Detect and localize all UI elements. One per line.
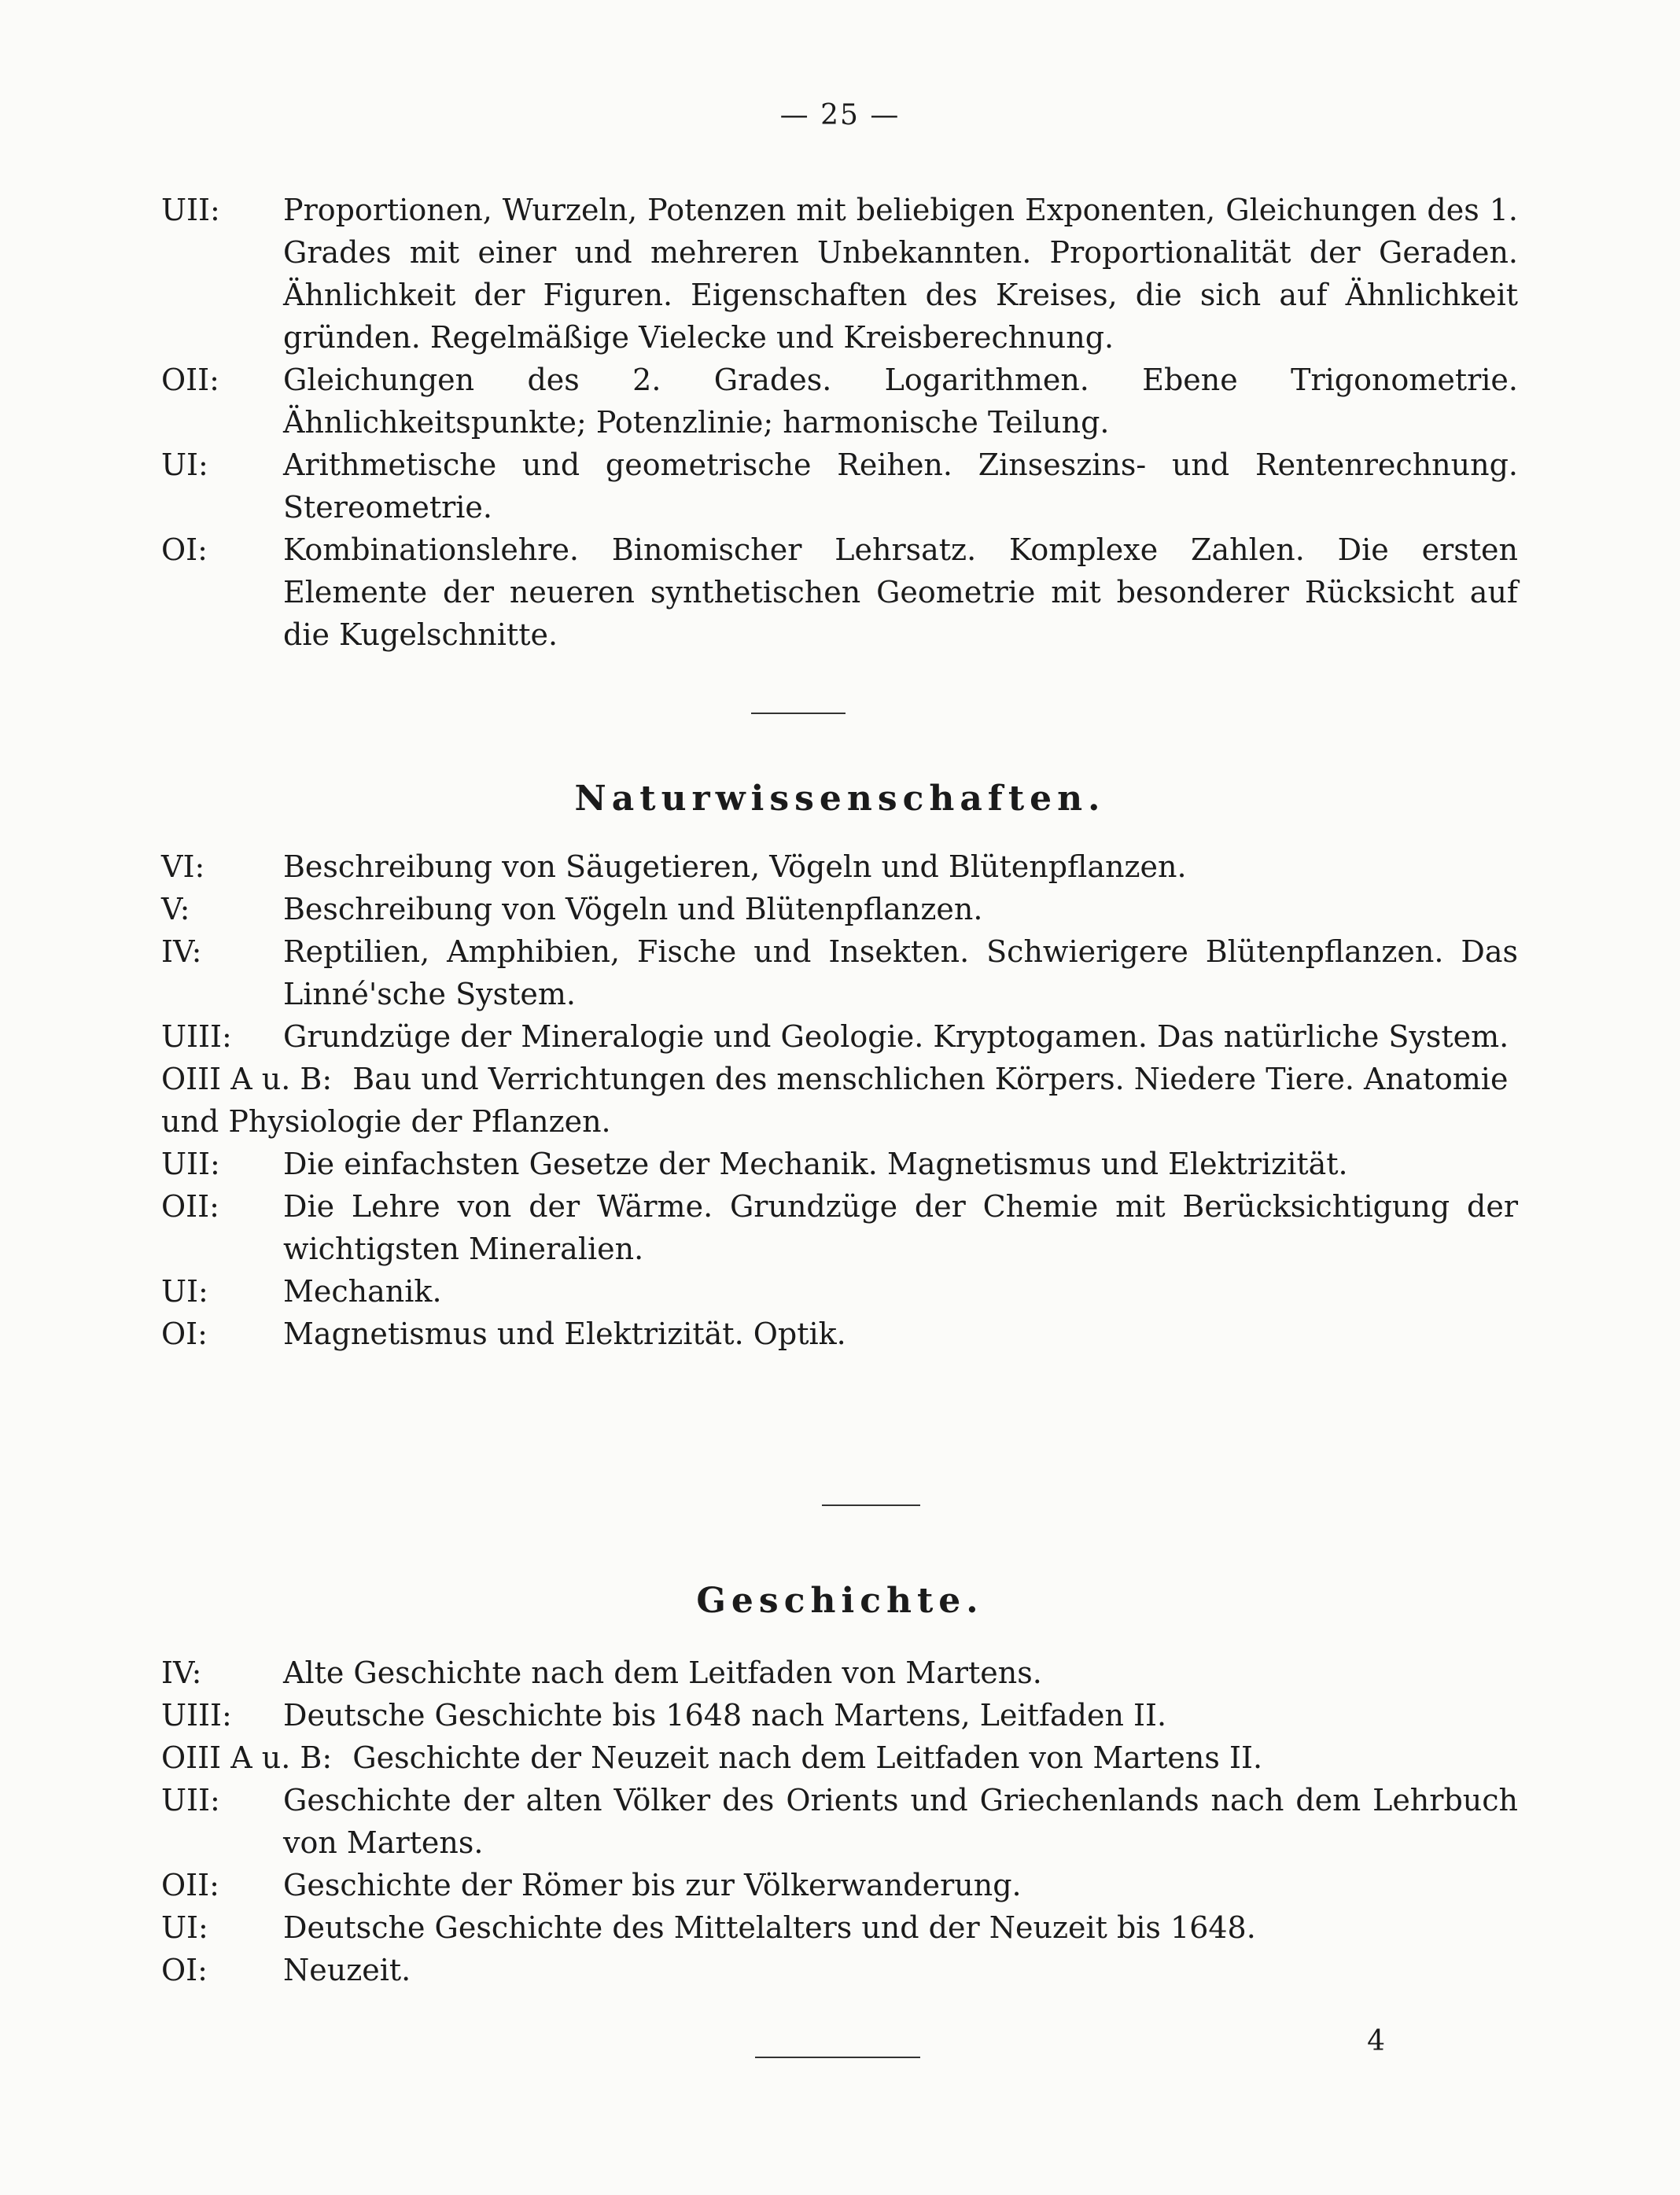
entry-text: Beschreibung von Säugetieren, Vögeln und Blütenpflanzen. (283, 849, 1187, 884)
entry-text: Deutsche Geschichte des Mittelalters und der Neuzeit bis 1648. (283, 1910, 1256, 1945)
section-divider (822, 1504, 920, 1506)
entry-nat-v (161, 888, 1518, 930)
entry-hist-oi (161, 1949, 1518, 1991)
class-label: UI: (161, 1274, 208, 1309)
class-label: IV: (161, 1655, 202, 1690)
entry-text: Die Lehre von der Wärme. Grundzüge der Chemie mit Berücksichtigung der wichtigsten Mineralien. (283, 1189, 1518, 1266)
entry-text: Deutsche Geschichte bis 1648 nach Martens, Leitfaden II. (283, 1698, 1167, 1733)
class-label: UIII: (161, 1019, 232, 1054)
entry-nat-iv (161, 930, 1518, 1015)
class-label: UI: (161, 1910, 208, 1945)
class-label: OIII A u. B: (161, 1740, 333, 1775)
entry-math-ui (161, 444, 1518, 528)
entry-hist-oii (161, 1864, 1518, 1906)
entry-text: Bau und Verrichtungen des menschlichen Körpers. Niedere Tiere. Anatomie und Physiologie der Pflanzen. (161, 1062, 1509, 1139)
signature-mark: 4 (1367, 2025, 1385, 2057)
history-heading: Geschichte. (696, 1581, 984, 1621)
class-label: UII: (161, 1147, 220, 1181)
entry-text: Arithmetische und geometrische Reihen. Zinseszins- und Rentenrechnung. Stereometrie. (283, 447, 1518, 525)
history-section (161, 1652, 1518, 1991)
entry-nat-vi (161, 845, 1518, 888)
entry-math-oi (161, 528, 1518, 656)
entry-text: Reptilien, Amphibien, Fische und Insekten. Schwierigere Blütenpflanzen. Das Linné'sche System. (283, 934, 1518, 1011)
footer-rule (755, 2057, 920, 2058)
entry-hist-iv (161, 1652, 1518, 1694)
entry-nat-oii (161, 1185, 1518, 1270)
class-label: OIII A u. B: (161, 1062, 333, 1096)
entry-text: Mechanik. (283, 1274, 442, 1309)
entry-nat-oi (161, 1313, 1518, 1355)
entry-text: Alte Geschichte nach dem Leitfaden von Martens. (283, 1655, 1042, 1690)
entry-text: Beschreibung von Vögeln und Blütenpflanzen. (283, 892, 983, 926)
page-number: — 25 — (779, 99, 901, 131)
class-label: OI: (161, 532, 208, 567)
entry-hist-ui (161, 1906, 1518, 1949)
entry-hist-oiii (161, 1736, 1518, 1779)
entry-text: Geschichte der alten Völker des Orients und Griechenlands nach dem Lehrbuch von Martens. (283, 1783, 1518, 1860)
class-label: OII: (161, 1868, 219, 1902)
entry-nat-uii (161, 1143, 1518, 1185)
entry-text: Geschichte der Römer bis zur Völkerwanderung. (283, 1868, 1022, 1902)
entry-text: Magnetismus und Elektrizität. Optik. (283, 1317, 846, 1351)
entry-text: Neuzeit. (283, 1953, 411, 1987)
natural-sciences-heading: Naturwissenschaften. (574, 779, 1106, 819)
entry-hist-uii (161, 1779, 1518, 1864)
entry-text: Geschichte der Neuzeit nach dem Leitfaden von Martens II. (352, 1740, 1263, 1775)
class-label: IV: (161, 934, 202, 969)
class-label: OII: (161, 1189, 219, 1224)
class-label: UII: (161, 1783, 220, 1818)
section-divider (751, 713, 846, 714)
entry-nat-uiii (161, 1015, 1518, 1058)
entry-nat-oiii (161, 1058, 1518, 1143)
class-label: OII: (161, 363, 219, 397)
entry-text: Gleichungen des 2. Grades. Logarithmen. Ebene Trigonometrie. Ähnlichkeitspunkte; Potenzlinie; harmonische Teilung. (283, 363, 1518, 440)
class-label: OI: (161, 1317, 208, 1351)
natural-sciences-section (161, 845, 1518, 1355)
class-label: UI: (161, 447, 208, 482)
entry-hist-uiii (161, 1694, 1518, 1736)
math-section (161, 189, 1518, 656)
class-label: OI: (161, 1953, 208, 1987)
entry-text: Proportionen, Wurzeln, Potenzen mit beliebigen Exponenten, Gleichungen des 1. Grades mit einer und mehreren Unbekannten. Proportionalität der Geraden. Ähnlichkeit der Figuren. Eigenschaften des Kreises, die sich auf Ähnlichkeit gründen. Regelmäßige Vielecke und Kreisberechnung. (283, 193, 1518, 355)
entry-text: Grundzüge der Mineralogie und Geologie. Kryptogamen. Das natürliche System. (283, 1019, 1509, 1054)
entry-text: Die einfachsten Gesetze der Mechanik. Magnetismus und Elektrizität. (283, 1147, 1348, 1181)
entry-math-oii (161, 359, 1518, 444)
class-label: UII: (161, 193, 220, 227)
entry-nat-ui (161, 1270, 1518, 1313)
class-label: V: (161, 892, 190, 926)
entry-math-uii (161, 189, 1518, 359)
class-label: VI: (161, 849, 205, 884)
entry-text: Kombinationslehre. Binomischer Lehrsatz. Komplexe Zahlen. Die ersten Elemente der neueren synthetischen Geometrie mit besonderer Rücksicht auf die Kugelschnitte. (283, 532, 1518, 652)
class-label: UIII: (161, 1698, 232, 1733)
